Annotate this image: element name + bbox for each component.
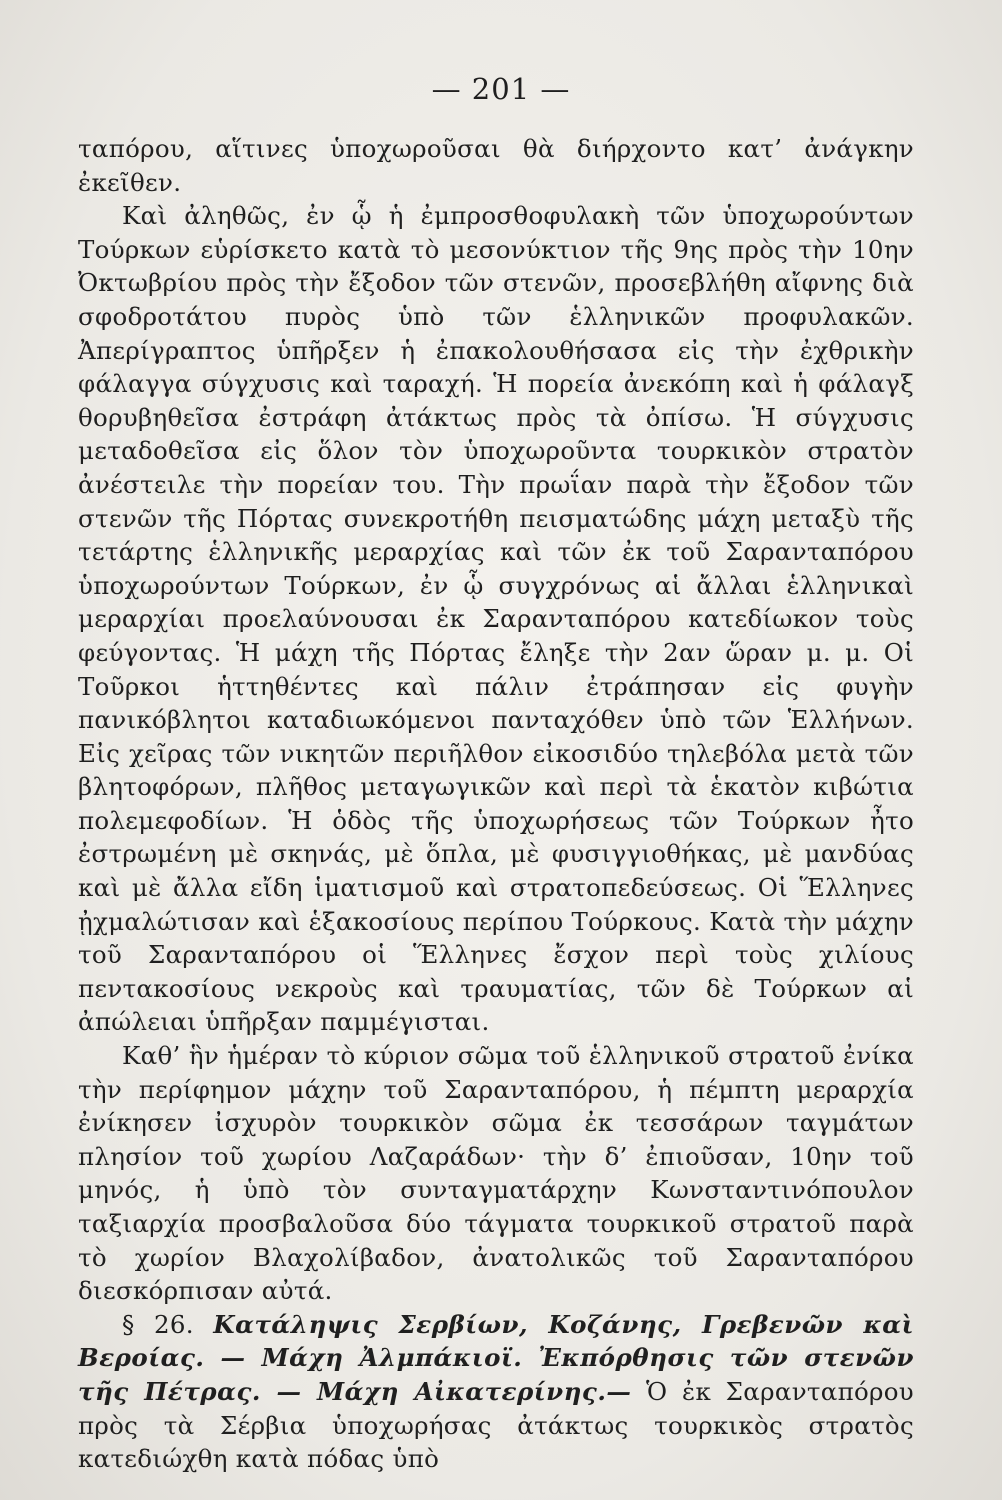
- text-body: [78, 132, 914, 1476]
- section-title: Κατάληψις Σερβίων, Κοζάνης, Γρεβενῶν καὶ Βεροίας. — Μάχη Ἀλμπάκιοϊ. Ἐκπόρθησις τῶν στενῶν τῆς Πέτρας. — Μάχη Αἰκατερίνης.—: [78, 1309, 914, 1406]
- page-number: — 201 —: [431, 72, 571, 106]
- paragraph-battle-porta: Καὶ ἀληθῶς, ἐν ᾧ ἡ ἐμπροσθοφυλακὴ τῶν ὑποχωρούντων Τούρκων εὑρίσκετο κατὰ τὸ μεσονύκτιον τῆς 9ης πρὸς τὴν 10ην Ὀκτωβρίου πρὸς τὴν ἔξοδον τῶν στενῶν, προσεβλήθη αἴφνης διὰ σφοδροτάτου πυρὸς ὑπὸ τῶν ἑλληνικῶν προφυλακῶν. Ἀπερίγραπτος ὑπῆρξεν ἡ ἐπακολουθήσασα εἰς τὴν ἐχθρικὴν φάλαγγα σύγχυσις καὶ ταραχή. Ἡ πορεία ἀνεκόπη καὶ ἡ φάλαγξ θορυβηθεῖσα ἐστράφη ἀτάκτως πρὸς τὰ ὀπίσω. Ἡ σύγχυσις μεταδοθεῖσα εἰς ὅλον τὸν ὑποχωροῦντα τουρκικὸν στρατὸν ἀνέστειλε τὴν πορείαν του. Τὴν πρωΐαν παρὰ τὴν ἔξοδον τῶν στενῶν τῆς Πόρτας συνεκροτήθη πεισματώδης μάχη μεταξὺ τῆς τετάρτης ἑλληνικῆς μεραρχίας καὶ τῶν ἐκ τοῦ Σαρανταπόρου ὑποχωρούντων Τούρκων, ἐν ᾧ συγχρόνως αἱ ἄλλαι ἑλληνικαὶ μεραρχίαι προελαύνουσαι ἐκ Σαρανταπόρου κατεδίωκον τοὺς φεύγοντας. Ἡ μάχη τῆς Πόρτας ἔληξε τὴν 2αν ὥραν μ. μ. Οἱ Τοῦρκοι ἡττηθέντες καὶ πάλιν ἐτράπησαν εἰς φυγὴν πανικόβλητοι καταδιωκόμενοι πανταχόθεν ὑπὸ τῶν Ἑλλήνων. Εἰς χεῖρας τῶν νικητῶν περιῆλθον εἰκοσιδύο τηλεβόλα μετὰ τῶν βλητοφόρων, πλῆθος μεταγωγικῶν καὶ περὶ τὰ ἑκατὸν κιβώτια πολεμεφοδίων. Ἡ ὁδὸς τῆς ὑποχωρήσεως τῶν Τούρκων ἦτο ἐστρωμένη μὲ σκηνάς, μὲ ὅπλα, μὲ φυσιγγιοθήκας, μὲ μανδύας καὶ μὲ ἄλλα εἴδη ἱματισμοῦ καὶ στρατοπεδεύσεως. Οἱ Ἕλληνες ᾐχμαλώτισαν καὶ ἑξακοσίους περίπου Τούρκους. Κατὰ τὴν μάχην τοῦ Σαρανταπόρου οἱ Ἕλληνες ἔσχον περὶ τοὺς χιλίους πεντακοσίους νεκροὺς καὶ τραυματίας, τῶν δὲ Τούρκων αἱ ἀπώλειαι ὑπῆρξαν παμμέγισται.: [78, 201, 914, 1037]
- paragraph-continuation: ταπόρου, αἵτινες ὑποχωροῦσαι θὰ διήρχοντο κατ’ ἀνάγκην ἐκεῖθεν.: [78, 134, 914, 197]
- section-26: [78, 1308, 914, 1476]
- section-text: Ὁ ἐκ Σαρανταπόρου πρὸς τὰ Σέρβια ὑποχωρήσας ἀτάκτως τουρκικὸς στρατὸς κατεδιώχθη κατὰ πόδας ὑπὸ: [78, 1376, 914, 1474]
- paragraph-fifth-division: Καθ’ ἣν ἡμέραν τὸ κύριον σῶμα τοῦ ἑλληνικοῦ στρατοῦ ἐνίκα τὴν περίφημον μάχην τοῦ Σαρανταπόρου, ἡ πέμπτη μεραρχία ἐνίκησεν ἰσχυρὸν τουρκικὸν σῶμα ἐκ τεσσάρων ταγμάτων πλησίον τοῦ χωρίου Λαζαράδων· τὴν δ’ ἐπιοῦσαν, 10ην τοῦ μηνός, ἡ ὑπὸ τὸν συνταγματάρχην Κωνσταντινόπουλον ταξιαρχία προσβαλοῦσα δύο τάγματα τουρκικοῦ στρατοῦ παρὰ τὸ χωρίον Βλαχολίβαδον, ἀνατολικῶς τοῦ Σαρανταπόρου διεσκόρπισαν αὐτά.: [78, 1041, 914, 1306]
- section-number: § 26.: [122, 1309, 194, 1339]
